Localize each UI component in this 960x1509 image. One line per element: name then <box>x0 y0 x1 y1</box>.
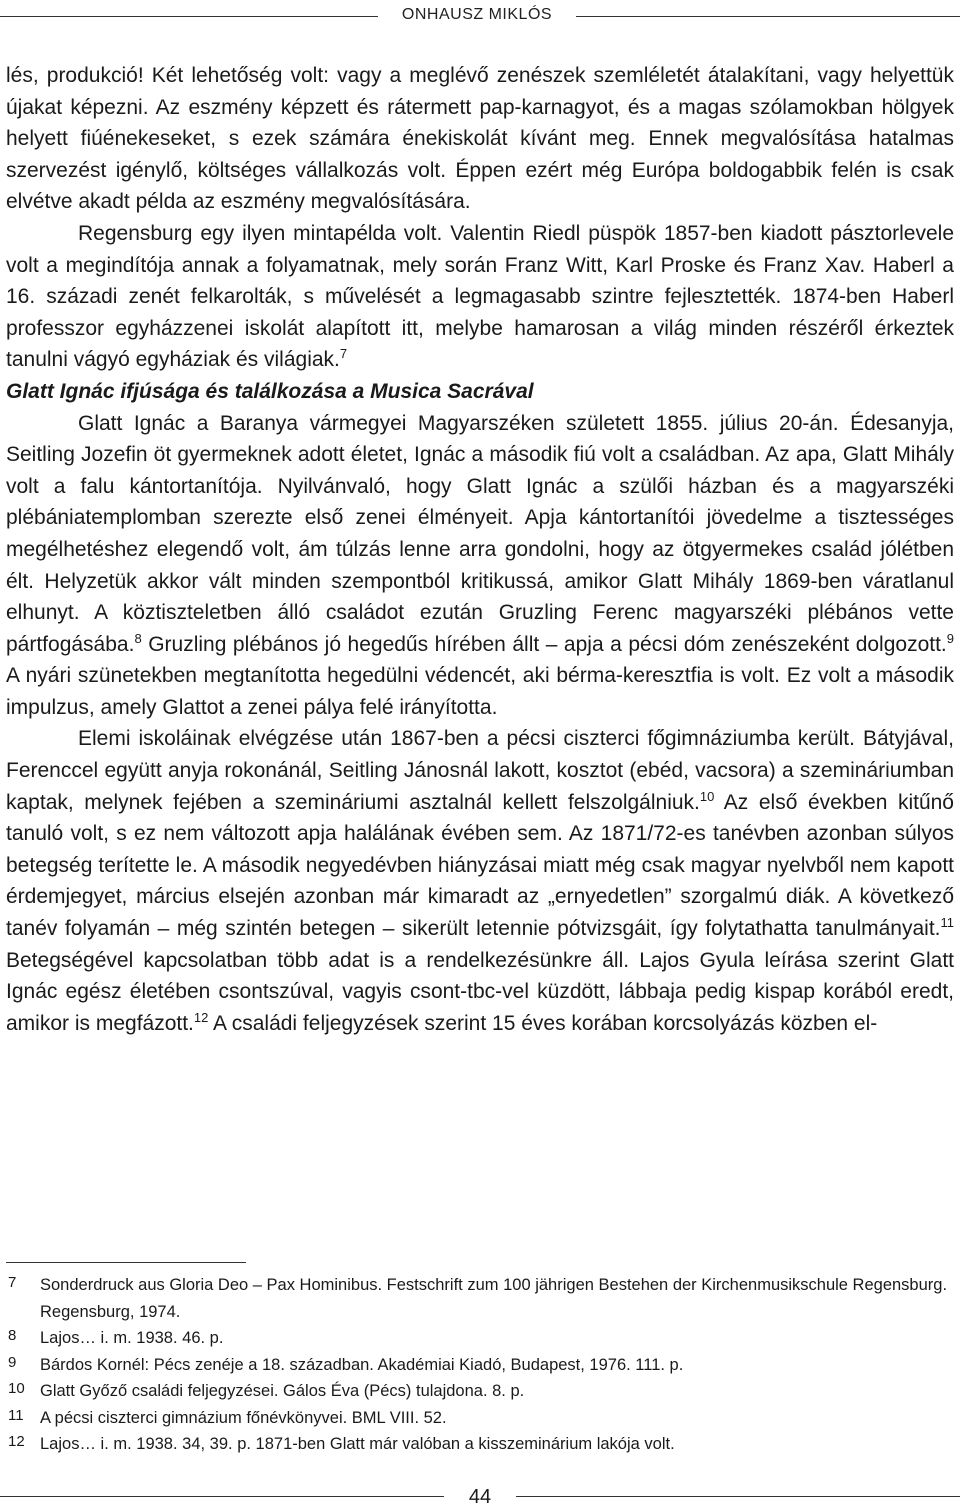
footnote-text: A pécsi ciszterci gimnázium főnévkönyvei. BML VIII. 52. <box>40 1408 447 1427</box>
footnotes <box>6 1272 954 1458</box>
paragraph-4-text-a: Elemi iskoláinak elvégzése után 1867-ben a pécsi ciszterci főgimnáziumba került. Bátyjával, Ferenccel együtt anyja rokonánál, Seitling Jánosnál lakott, kosztot (ebéd, vacsora) a szemináriumban kaptak, melynek fejében a szemináriumi asztalnál kellett felszolgálniuk. <box>6 727 954 814</box>
footnote-separator <box>6 1262 246 1263</box>
footnote-text: Lajos… i. m. 1938. 34, 39. p. 1871-ben Glatt már valóban a kisszeminárium lakója volt. <box>40 1435 675 1453</box>
footnote-number: 12 <box>8 1433 25 1450</box>
paragraph-3-text-b: Gruzling plébános jó hegedűs hírében állt – apja a pécsi dóm zenészeként dolgozott. <box>141 632 947 656</box>
page-number: 44 <box>468 1486 492 1508</box>
body-text <box>6 60 954 1039</box>
footnote-number: 9 <box>8 1353 17 1371</box>
footnote-ref-9[interactable]: 9 <box>946 630 954 646</box>
paragraph-4-text-b: Az első években kitűnő tanuló volt, s ez nem változott apja halálának évében sem. Az 1871/72-es tanévben azonban súlyos betegség terítette le. A második negyedévben hiányzásai miatt még csak magyar nyelvből nem kapott érdemjegyet, március elsején azonban már kimaradt az „ernyedetlen” szorgalmú diák. A következő tanév folyamán – még szintén betegen – sikerült letennie pótvizsgáit, így folytathatta tanulmányait. <box>6 790 954 941</box>
paragraph-3 <box>6 408 954 724</box>
page-footer <box>0 1486 960 1506</box>
footer-rule-left <box>0 1496 444 1497</box>
footnote-ref-8[interactable]: 8 <box>134 630 142 646</box>
paragraph-4-text-d: A családi feljegyzések szerint 15 éves korában korcsolyázás közben el- <box>208 1011 878 1035</box>
footnote-number: 11 <box>8 1406 24 1424</box>
footnote-12 <box>6 1431 954 1458</box>
footnote-ref-10[interactable]: 10 <box>699 788 715 804</box>
footnote-number: 10 <box>8 1380 25 1397</box>
footnote-ref-11[interactable]: 11 <box>940 915 954 931</box>
paragraph-4-text-c: Betegségével kapcsolatban több adat is a rendelkezésünkre áll. Lajos Gyula leírása szerint Glatt Ignác egész életében csontszúval, vagyis csont-tbc-vel küzdött, lábbaja pedig kispap korából eredt, amikor is megfázott. <box>6 948 954 1035</box>
running-header <box>0 4 960 28</box>
footnote-ref-7[interactable]: 7 <box>339 346 348 362</box>
footnote-11 <box>6 1405 954 1432</box>
paragraph-3-text-c: A nyári szünetekben megtanította hegedülni védencét, aki bérma-keresztfia is volt. Ez volt a második impulzus, amely Glattot a zenei pálya felé irányította. <box>6 664 954 719</box>
footnote-7 <box>6 1272 954 1325</box>
footnote-number: 7 <box>8 1274 17 1291</box>
paragraph-2 <box>6 218 954 376</box>
footnote-number: 8 <box>8 1327 17 1344</box>
footnote-8 <box>6 1325 954 1352</box>
header-rule-right <box>576 16 960 17</box>
footnote-text: Lajos… i. m. 1938. 46. p. <box>40 1329 224 1347</box>
paragraph-1: lés, produkció! Két lehetőség volt: vagy a meglévő zenészek szemléletét átalakítani, vagy helyettük újakat képezni. Az eszmény képzett és rátermett pap-karnagyot, és a magas szólamokban hölgyek helyett fiúénekeseket, s ezek számára énekiskolát kívánt meg. Ennek megvalósítása hatalmas szervezést igénylő, költséges vállalkozás volt. Éppen ezért még Európa boldogabbik felén is csak elvétve akadt példa az eszmény megvalósítására. <box>6 64 954 214</box>
footnote-text: Sonderdruck aus Gloria Deo – Pax Hominibus. Festschrift zum 100 jährigen Bestehen der Kirchenmusikschule Regensburg. Regensburg, 1974. <box>40 1276 948 1321</box>
section-heading: Glatt Ignác ifjúsága és találkozása a Musica Sacrával <box>6 379 534 403</box>
footnote-9 <box>6 1352 954 1379</box>
footnote-10 <box>6 1378 954 1405</box>
paragraph-4 <box>6 723 954 1039</box>
footer-rule-right <box>516 1496 960 1497</box>
paragraph-3-text-a: Glatt Ignác a Baranya vármegyei Magyarszéken született 1855. július 20-án. Édesanyja, Seitling Jozefin öt gyermeknek adott életet, Ignác a második fiú volt a családban. Az apa, Glatt Mihály volt a falu kántortanítója. Nyilvánvaló, hogy Glatt Ignác a szülői házban és a magyarszéki plébániatemplomban szerezte első zenei élményeit. Apja kántortanítói jövedelme a tisztességes megélhetéshez elegendő volt, ám túlzás lenne arra gondolni, hogy az ötgyermekes család jólétben élt. Helyzetük akkor vált minden szempontból kritikussá, amikor Glatt Mihály 1869-ben váratlanul elhunyt. A köztiszteletben álló családot ezután Gruzling Ferenc magyarszéki plébános vette pártfogásába. <box>6 411 954 656</box>
header-author: ONHAUSZ MIKLÓS <box>401 6 553 23</box>
paragraph-2-text: Regensburg egy ilyen mintapélda volt. Valentin Riedl püspök 1857-ben kiadott pásztorlevele volt a megindítója annak a folyamatnak, mely során Franz Witt, Karl Proske és Franz Xav. Haberl a 16. századi zenét felkarolták, s művelését a legmagasabb szintre fejlesztették. 1874-ben Haberl professzor egyházzenei iskolát alapított itt, melybe hamarosan a világ minden részéről érkeztek tanulni vágyó egyháziak és világiak. <box>6 221 954 372</box>
header-rule-left <box>0 16 378 17</box>
footnote-text: Bárdos Kornél: Pécs zenéje a 18. században. Akadémiai Kiadó, Budapest, 1976. 111. p. <box>40 1355 684 1374</box>
footnote-ref-12[interactable]: 12 <box>193 1009 209 1025</box>
footnote-text: Glatt Győző családi feljegyzései. Gálos Éva (Pécs) tulajdona. 8. p. <box>40 1382 525 1400</box>
